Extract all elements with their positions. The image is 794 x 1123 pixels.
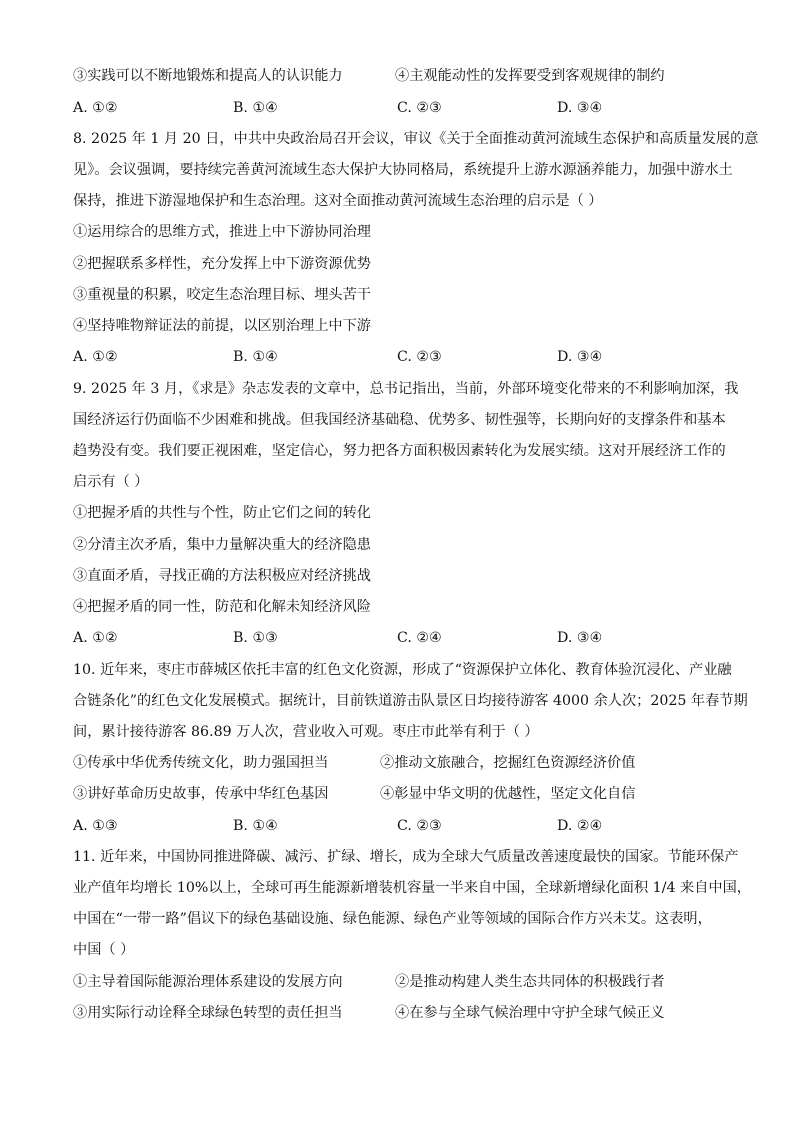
prev-choice-b[interactable]: B. ①④ bbox=[233, 100, 278, 116]
q10-option-2: ②推动文旅融合，挖掘红色资源经济价值 bbox=[380, 755, 636, 771]
q9-stem-line-2: 国经济运行仍面临不少困难和挑战。但我国经济基础稳、优势多、韧性强等，长期向好的支撑条件和基本 bbox=[73, 412, 726, 428]
q9-choice-b[interactable]: B. ①③ bbox=[233, 630, 278, 646]
prev-choice-d[interactable]: D. ③④ bbox=[557, 100, 603, 116]
q11-option-2: ②是推动构建人类生态共同体的积极践行者 bbox=[395, 974, 665, 990]
q9-stem-line-1: 9. 2025 年 3 月，《求是》杂志发表的文章中，总书记指出，当前，外部环境变化带来的不利影响加深，我 bbox=[73, 381, 739, 397]
q10-choice-c[interactable]: C. ②③ bbox=[397, 818, 442, 834]
q11-option-3: ③用实际行动诠释全球绿色转型的责任担当 bbox=[73, 1005, 343, 1021]
q8-option-3: ③重视量的积累，咬定生态治理目标、埋头苦干 bbox=[73, 287, 371, 303]
q10-stem-line-2: 合链条化”的红色文化发展模式。据统计，目前铁道游击队景区日均接待游客 4000 余人次；2025 年春节期 bbox=[73, 693, 748, 709]
q10-stem-line-1: 10. 近年来，枣庄市薛城区依托丰富的红色文化资源，形成了“资源保护立体化、教育体验沉浸化、产业融 bbox=[73, 662, 732, 678]
q8-option-1: ①运用综合的思维方式，推进上中下游协同治理 bbox=[73, 224, 371, 240]
q11-option-1: ①主导着国际能源治理体系建设的发展方向 bbox=[73, 974, 343, 990]
q9-option-3: ③直面矛盾，寻找正确的方法积极应对经济挑战 bbox=[73, 568, 371, 584]
prev-option-4: ④主观能动性的发挥要受到客观规律的制约 bbox=[395, 68, 665, 84]
prev-choice-a[interactable]: A. ①② bbox=[73, 100, 118, 116]
q9-choice-c[interactable]: C. ②④ bbox=[397, 630, 442, 646]
q8-option-4: ④坚持唯物辩证法的前提，以区别治理上中下游 bbox=[73, 318, 371, 334]
q10-choice-d[interactable]: D. ②④ bbox=[557, 818, 603, 834]
q11-stem-line-2: 业产值年均增长 10%以上，全球可再生能源新增装机容量一半来自中国，全球新增绿化面积 1/4 来自中国， bbox=[73, 880, 751, 896]
q11-stem-line-3: 中国在“一带一路”倡议下的绿色基础设施、绿色能源、绿色产业等领域的国际合作方兴未艾。这表明， bbox=[73, 911, 712, 927]
q9-stem-line-4: 启示有（ ） bbox=[73, 474, 149, 490]
q10-option-4: ④彰显中华文明的优越性，坚定文化自信 bbox=[380, 786, 636, 802]
prev-option-3: ③实践可以不断地锻炼和提高人的认识能力 bbox=[73, 68, 343, 84]
q8-choice-d[interactable]: D. ③④ bbox=[557, 349, 603, 365]
q11-stem-line-4: 中国（ ） bbox=[73, 942, 135, 958]
q9-stem-line-3: 趋势没有变。我们要正视困难，坚定信心，努力把各方面积极因素转化为发展实绩。这对开展经济工作的 bbox=[73, 443, 726, 459]
q8-option-2: ②把握联系多样性，充分发挥上中下游资源优势 bbox=[73, 256, 371, 272]
q9-option-1: ①把握矛盾的共性与个性，防止它们之间的转化 bbox=[73, 505, 371, 521]
q9-option-2: ②分清主次矛盾，集中力量解决重大的经济隐患 bbox=[73, 537, 371, 553]
q8-choice-a[interactable]: A. ①② bbox=[73, 349, 118, 365]
q10-stem-line-3: 间，累计接待游客 86.89 万人次，营业收入可观。枣庄市此举有利于（ ） bbox=[73, 724, 539, 740]
q9-option-4: ④把握矛盾的同一性，防范和化解未知经济风险 bbox=[73, 599, 371, 615]
q9-choice-d[interactable]: D. ③④ bbox=[557, 630, 603, 646]
q10-choice-b[interactable]: B. ①④ bbox=[233, 818, 278, 834]
q8-stem-line-2: 见》。会议强调，要持续完善黄河流域生态大保护大协同格局，系统提升上游水源涵养能力，加强中游水土 bbox=[73, 162, 733, 178]
q10-option-1: ①传承中华优秀传统文化，助力强国担当 bbox=[73, 755, 329, 771]
q10-option-3: ③讲好革命历史故事，传承中华红色基因 bbox=[73, 786, 329, 802]
q8-stem-line-1: 8. 2025 年 1 月 20 日，中共中央政治局召开会议，审议《关于全面推动黄河流域生态保护和高质量发展的意 bbox=[73, 131, 759, 147]
q9-choice-a[interactable]: A. ①② bbox=[73, 630, 118, 646]
q11-stem-line-1: 11. 近年来，中国协同推进降碳、减污、扩绿、增长，成为全球大气质量改善速度最快的国家。节能环保产 bbox=[73, 849, 739, 865]
prev-choice-c[interactable]: C. ②③ bbox=[397, 100, 442, 116]
q11-option-4: ④在参与全球气候治理中守护全球气候正义 bbox=[395, 1005, 665, 1021]
q8-choice-c[interactable]: C. ②③ bbox=[397, 349, 442, 365]
q10-choice-a[interactable]: A. ①③ bbox=[73, 818, 118, 834]
q8-choice-b[interactable]: B. ①④ bbox=[233, 349, 278, 365]
q8-stem-line-3: 保持，推进下游湿地保护和生态治理。这对全面推动黄河流域生态治理的启示是（ ） bbox=[73, 193, 603, 209]
